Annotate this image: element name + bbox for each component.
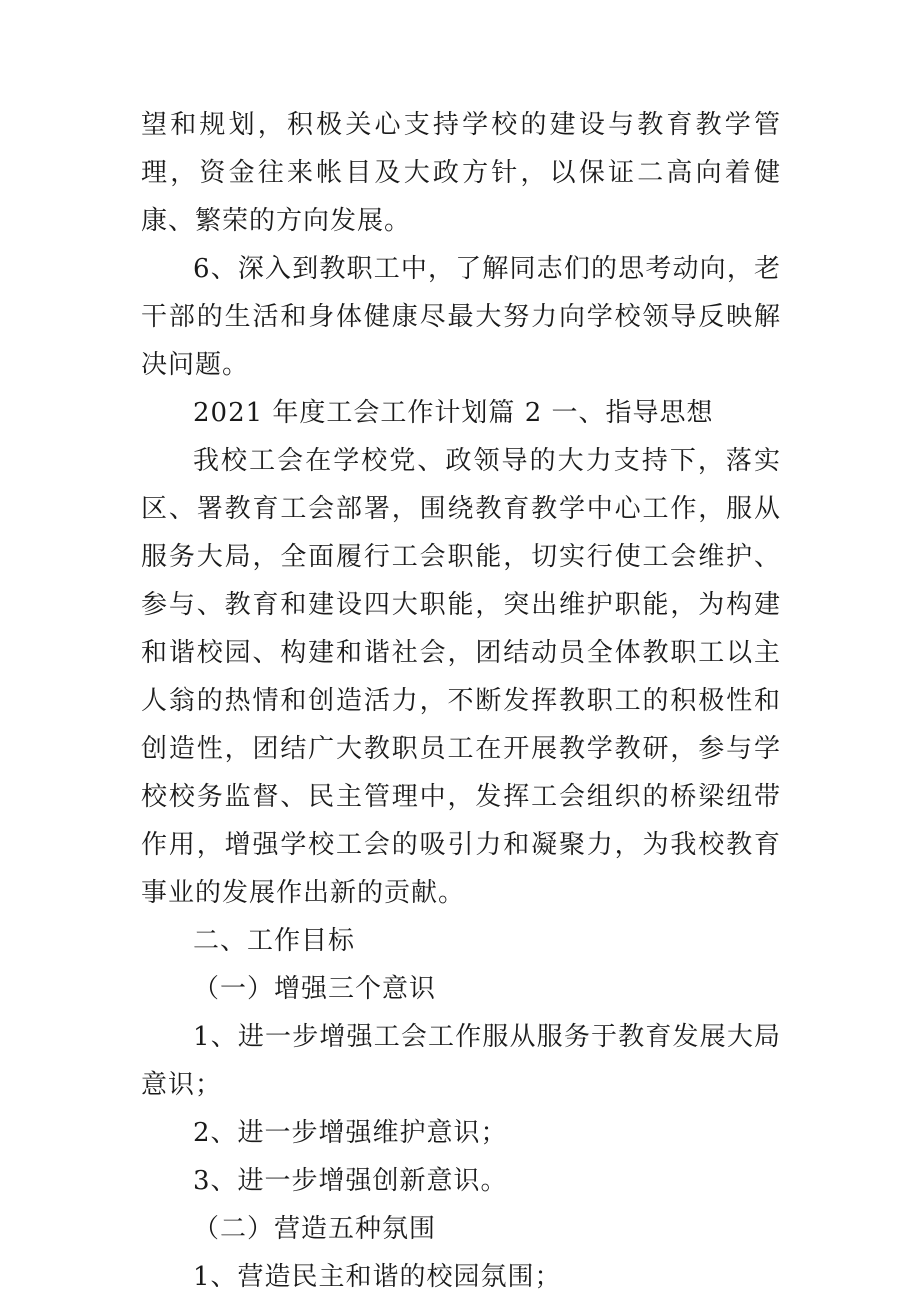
subheading-five-atmospheres: （二）营造五种氛围 xyxy=(193,1214,437,1244)
subheading-three-awareness: （一）增强三个意识 xyxy=(193,974,437,1004)
document-body xyxy=(141,101,781,1301)
paragraph-continuation: 望和规划，积极关心支持学校的建设与教育教学管理，资金往来帐目及大政方针，以保证二高向着健康、繁荣的方向发展。 xyxy=(141,110,781,236)
paragraph-item-6: 6、深入到教职工中，了解同志们的思考动向，老干部的生活和身体健康尽最大努力向学校领导反映解决问题。 xyxy=(141,254,781,380)
list-item-awareness-3: 3、进一步增强创新意识。 xyxy=(193,1166,508,1196)
list-item-awareness-1: 1、进一步增强工会工作服从服务于教育发展大局意识； xyxy=(141,1022,781,1100)
section-heading-guiding-thought: 2021 年度工会工作计划篇 2 一、指导思想 xyxy=(193,398,714,428)
section-heading-work-goals: 二、工作目标 xyxy=(193,926,356,956)
list-item-awareness-2: 2、进一步增强维护意识； xyxy=(193,1118,508,1148)
paragraph-guiding-thought-body: 我校工会在学校党、政领导的大力支持下，落实区、署教育工会部署，围绕教育教学中心工作，服从服务大局，全面履行工会职能，切实行使工会维护、参与、教育和建设四大职能，突出维护职能，为构建和谐校园、构建和谐社会，团结动员全体教职工以主人翁的热情和创造活力，不断发挥教职工的积极性和创造性，团结广大教职员工在开展教学教研，参与学校校务监督、民主管理中，发挥工会组织的桥梁纽带作用，增强学校工会的吸引力和凝聚力，为我校教育事业的发展作出新的贡献。 xyxy=(141,446,781,908)
list-item-atmosphere-1: 1、营造民主和谐的校园氛围； xyxy=(193,1262,562,1292)
